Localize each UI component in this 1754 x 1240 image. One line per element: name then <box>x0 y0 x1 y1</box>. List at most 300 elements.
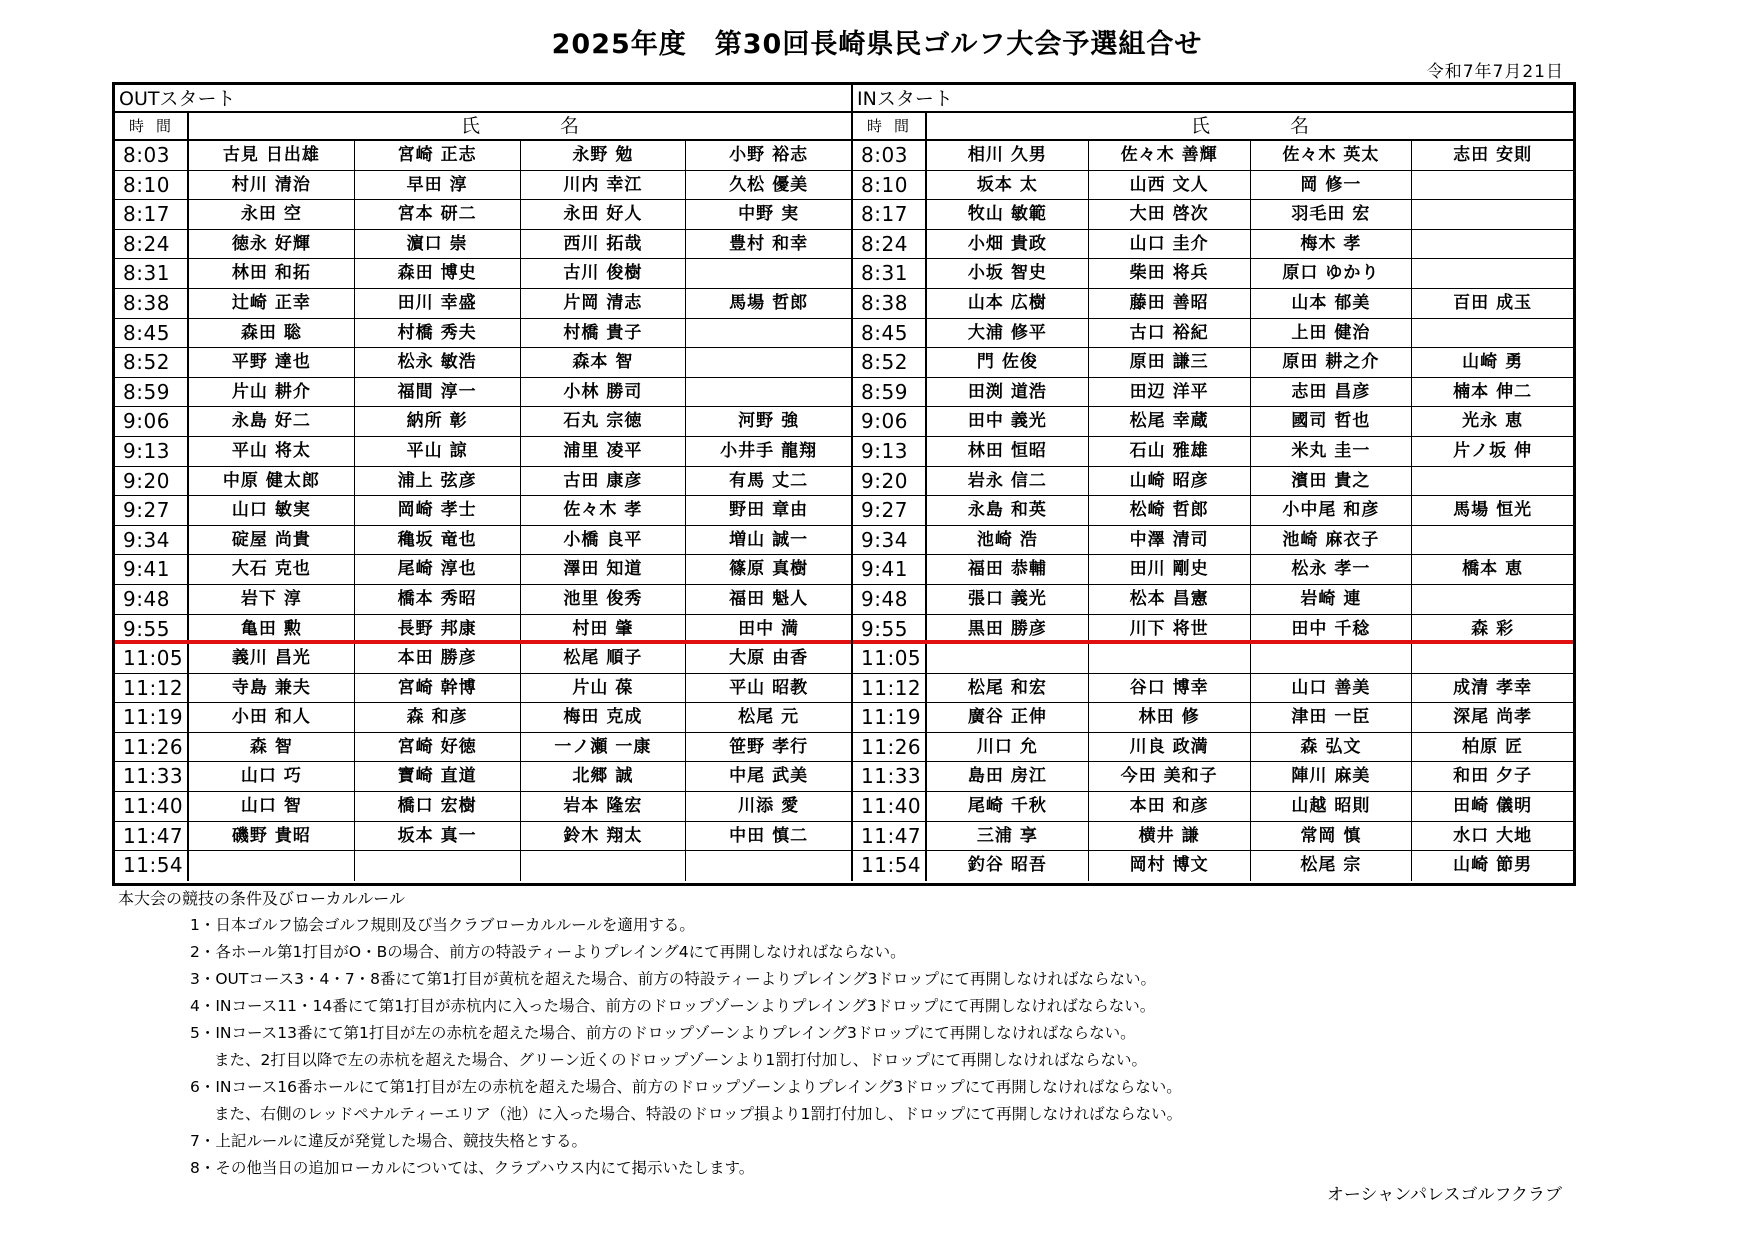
player-name: 有馬 丈二 <box>729 470 809 491</box>
player-name: 宮崎 好徳 <box>355 733 521 762</box>
player-name: 片山 葆 <box>521 674 687 703</box>
player-name: 一ノ瀬 一康 <box>521 733 687 762</box>
player-name: 松尾 和宏 <box>927 674 1089 703</box>
player-name: 山越 昭則 <box>1251 792 1413 821</box>
player-name <box>1412 585 1573 614</box>
tee-time: 8:45 <box>115 319 189 348</box>
tee-time: 8:10 <box>115 171 189 200</box>
player-name: 張口 義光 <box>927 585 1089 614</box>
tee-time: 9:20 <box>115 467 189 496</box>
tee-time: 8:45 <box>853 319 927 348</box>
player-name: 松尾 幸蔵 <box>1089 407 1251 436</box>
player-name <box>1412 171 1573 200</box>
player-name: 成清 孝幸 <box>1453 677 1533 698</box>
player-name: 田中 義光 <box>927 407 1089 436</box>
player-name: 村川 清治 <box>189 171 355 200</box>
player-name: 今田 美和子 <box>1089 762 1251 791</box>
table-row <box>853 733 1573 763</box>
table-row <box>853 792 1573 822</box>
player-name: 小井手 龍翔 <box>720 440 818 461</box>
table-row <box>115 319 851 349</box>
tee-time: 9:41 <box>115 555 189 584</box>
player-name: 岩本 隆宏 <box>521 792 687 821</box>
table-row <box>115 526 851 556</box>
tee-time: 11:47 <box>115 822 189 851</box>
table-row <box>115 733 851 763</box>
table-row <box>115 230 851 260</box>
player-name: 笹野 孝行 <box>729 736 809 757</box>
table-row <box>853 319 1573 349</box>
player-name: 本田 和彦 <box>1089 792 1251 821</box>
table-row <box>853 467 1573 497</box>
table-row <box>115 703 851 733</box>
player-name: 松尾 元 <box>738 707 800 728</box>
player-name: 山本 郁美 <box>1251 289 1413 318</box>
player-name: 川良 政満 <box>1089 733 1251 762</box>
player-name: 相川 久男 <box>927 141 1089 170</box>
rule-item: また、2打目以降で左の赤杭を超えた場合、グリーン近くのドロップゾーンより1罰打付加し、ドロップにて再開しなければならない。 <box>214 1051 1147 1069</box>
tee-time: 11:05 <box>115 644 189 673</box>
player-name: 山口 智 <box>189 792 355 821</box>
tee-time: 9:06 <box>115 407 189 436</box>
tee-time: 11:26 <box>115 733 189 762</box>
player-name: 林田 和拓 <box>189 259 355 288</box>
player-name: 宮崎 幹博 <box>355 674 521 703</box>
player-name: 田崎 儀明 <box>1453 796 1533 817</box>
player-name: 平山 諒 <box>355 437 521 466</box>
player-name: 梅田 克成 <box>521 703 687 732</box>
player-name: 古見 日出雄 <box>189 141 355 170</box>
player-name: 北郷 誠 <box>521 762 687 791</box>
player-name <box>355 851 521 881</box>
player-name: 門 佐俊 <box>927 348 1089 377</box>
tee-time: 11:12 <box>115 674 189 703</box>
player-name: 梅木 孝 <box>1251 230 1413 259</box>
player-name: 山崎 節男 <box>1453 855 1533 876</box>
table-row <box>115 437 851 467</box>
table-row <box>115 585 851 615</box>
table-row <box>115 200 851 230</box>
in-start-label: INスタート <box>853 85 1573 113</box>
player-name: 平山 将太 <box>189 437 355 466</box>
player-name: 山口 敏実 <box>189 496 355 525</box>
rules-list <box>190 912 1182 1182</box>
player-name: 廣谷 正伸 <box>927 703 1089 732</box>
player-name: 松尾 宗 <box>1251 851 1413 881</box>
player-name: 志田 安則 <box>1453 145 1533 165</box>
player-name: 田川 幸盛 <box>355 289 521 318</box>
tee-time: 8:59 <box>853 378 927 407</box>
player-name: 橋本 秀昭 <box>355 585 521 614</box>
player-name: 津田 一臣 <box>1251 703 1413 732</box>
player-name <box>1412 526 1573 555</box>
player-name: 原田 謙三 <box>1089 348 1251 377</box>
player-name: 松永 孝一 <box>1251 555 1413 584</box>
player-name: 山崎 勇 <box>1462 352 1524 373</box>
player-name: 岩下 淳 <box>189 585 355 614</box>
tee-time: 11:33 <box>853 762 927 791</box>
tee-time: 8:52 <box>115 348 189 377</box>
table-row <box>853 585 1573 615</box>
player-name: 岡崎 孝士 <box>355 496 521 525</box>
player-name: 森 弘文 <box>1251 733 1413 762</box>
tee-time: 9:34 <box>853 526 927 555</box>
player-name: 和田 夕子 <box>1453 766 1533 787</box>
player-name: 百田 成玉 <box>1453 292 1533 313</box>
tee-time: 11:19 <box>853 703 927 732</box>
player-name: 片岡 清志 <box>521 289 687 318</box>
player-name <box>189 851 355 881</box>
player-name: 川添 愛 <box>738 796 800 817</box>
player-name: 松永 敏浩 <box>355 348 521 377</box>
player-name: 林田 修 <box>1089 703 1251 732</box>
table-row <box>853 348 1573 378</box>
player-name <box>686 259 851 288</box>
table-row <box>115 407 851 437</box>
out-column-header <box>115 113 851 141</box>
player-name: 福間 淳一 <box>355 378 521 407</box>
player-name: 片ノ坂 伸 <box>1453 440 1533 461</box>
out-start-label: OUTスタート <box>115 85 851 113</box>
player-name: 穐坂 竜也 <box>355 526 521 555</box>
player-name: 羽毛田 宏 <box>1251 200 1413 229</box>
player-name: 村橋 秀夫 <box>355 319 521 348</box>
player-name <box>927 644 1089 673</box>
player-name: 岡村 博文 <box>1089 851 1251 881</box>
player-name: 中原 健太郎 <box>189 467 355 496</box>
table-row <box>853 703 1573 733</box>
player-name: 森田 博史 <box>355 259 521 288</box>
player-name: 田渕 道浩 <box>927 378 1089 407</box>
player-name: 島田 房江 <box>927 762 1089 791</box>
table-row <box>115 171 851 201</box>
player-name: 石山 雅雄 <box>1089 437 1251 466</box>
player-name: 浦上 弦彦 <box>355 467 521 496</box>
player-name: 池崎 麻衣子 <box>1251 526 1413 555</box>
player-name: 辻崎 正幸 <box>189 289 355 318</box>
player-name: 森 彩 <box>1471 618 1515 639</box>
table-row <box>853 496 1573 526</box>
player-name: 馬場 哲郎 <box>729 292 809 313</box>
player-name <box>1412 230 1573 259</box>
player-name: 米丸 圭一 <box>1251 437 1413 466</box>
player-name: 田中 満 <box>738 618 800 639</box>
player-name: 横井 謙 <box>1089 822 1251 851</box>
player-name: 森 智 <box>189 733 355 762</box>
player-name: 上田 健治 <box>1251 319 1413 348</box>
player-name: 大原 由香 <box>729 648 809 669</box>
tee-time: 8:24 <box>115 230 189 259</box>
player-name: 平野 達也 <box>189 348 355 377</box>
rule-item: また、右側のレッドペナルティーエリア（池）に入った場合、特設のドロップ損より1罰打付加し、ドロップにて再開しなければならない。 <box>214 1105 1183 1123</box>
player-name: 野田 章由 <box>729 500 809 521</box>
rule-item: 1・日本ゴルフ協会ゴルフ規則及び当クラブローカルルールを適用する。 <box>190 916 695 934</box>
tee-time: 8:31 <box>115 259 189 288</box>
table-row <box>853 230 1573 260</box>
player-name: 古田 康彦 <box>521 467 687 496</box>
player-name: 大浦 修平 <box>927 319 1089 348</box>
player-name: 河野 強 <box>738 411 800 432</box>
tee-time: 8:59 <box>115 378 189 407</box>
player-name <box>686 348 851 377</box>
player-name: 寺島 兼夫 <box>189 674 355 703</box>
table-row <box>115 378 851 408</box>
player-name: 楠本 伸二 <box>1453 381 1533 402</box>
player-name: 志田 昌彦 <box>1251 378 1413 407</box>
player-name: 宮本 研二 <box>355 200 521 229</box>
tee-time: 11:19 <box>115 703 189 732</box>
player-name: 久松 優美 <box>729 174 809 195</box>
player-name <box>1251 644 1413 673</box>
table-row <box>853 141 1573 171</box>
tee-time: 8:52 <box>853 348 927 377</box>
player-name <box>686 319 851 348</box>
player-name: 中尾 武美 <box>729 766 809 787</box>
table-row <box>115 792 851 822</box>
player-name: 亀田 勲 <box>189 615 355 641</box>
player-name: 松崎 哲郎 <box>1089 496 1251 525</box>
player-name: 藤田 善昭 <box>1089 289 1251 318</box>
player-name: 常岡 慎 <box>1251 822 1413 851</box>
in-start-section <box>853 85 1573 881</box>
table-row <box>115 348 851 378</box>
player-name: 山本 広樹 <box>927 289 1089 318</box>
player-name: 永島 好二 <box>189 407 355 436</box>
player-name <box>1412 259 1573 288</box>
tee-time: 8:10 <box>853 171 927 200</box>
player-name: 小坂 智史 <box>927 259 1089 288</box>
tee-time: 8:17 <box>115 200 189 229</box>
player-name: 田川 剛史 <box>1089 555 1251 584</box>
table-row <box>115 851 851 881</box>
table-row <box>853 437 1573 467</box>
player-name: 片山 耕介 <box>189 378 355 407</box>
player-name: 小田 和人 <box>189 703 355 732</box>
table-row <box>115 615 851 645</box>
player-name: 岩永 信二 <box>927 467 1089 496</box>
out-start-section <box>115 85 853 881</box>
player-name: 早田 淳 <box>355 171 521 200</box>
player-name <box>1412 467 1573 496</box>
player-name: 尾崎 淳也 <box>355 555 521 584</box>
player-name: 古口 裕紀 <box>1089 319 1251 348</box>
player-name: 中澤 清司 <box>1089 526 1251 555</box>
player-name: 橋本 恵 <box>1462 559 1524 580</box>
player-name: 大田 啓次 <box>1089 200 1251 229</box>
tee-time: 9:55 <box>853 615 927 641</box>
player-name: 森本 智 <box>521 348 687 377</box>
player-name: 永田 空 <box>189 200 355 229</box>
tee-time: 9:34 <box>115 526 189 555</box>
name-header: 氏名 <box>460 115 659 137</box>
player-name: 澤田 知道 <box>521 555 687 584</box>
player-name: 碇屋 尚貴 <box>189 526 355 555</box>
player-name: 本田 勝彦 <box>355 644 521 673</box>
player-name: 村田 肇 <box>521 615 687 641</box>
tee-time: 11:12 <box>853 674 927 703</box>
rule-item: 8・その他当日の追加ローカルについては、クラブハウス内にて掲示いたします。 <box>190 1159 755 1177</box>
table-row <box>115 259 851 289</box>
table-row <box>115 762 851 792</box>
player-name: 石丸 宗徳 <box>521 407 687 436</box>
player-name: 小橋 良平 <box>521 526 687 555</box>
player-name <box>1089 644 1251 673</box>
tee-time: 9:48 <box>853 585 927 614</box>
player-name: 豊村 和幸 <box>729 233 809 254</box>
tee-time: 9:20 <box>853 467 927 496</box>
player-name: 光永 恵 <box>1462 411 1524 432</box>
player-name: 國司 哲也 <box>1251 407 1413 436</box>
player-name: 古川 俊樹 <box>521 259 687 288</box>
time-header: 時間 <box>853 113 927 139</box>
player-name: 坂本 真一 <box>355 822 521 851</box>
table-row <box>115 822 851 852</box>
player-name: 岡 修一 <box>1251 171 1413 200</box>
player-name <box>686 378 851 407</box>
player-name: 寶崎 直道 <box>355 762 521 791</box>
player-name: 大石 克也 <box>189 555 355 584</box>
tee-time: 8:31 <box>853 259 927 288</box>
player-name: 柏原 匠 <box>1462 736 1524 757</box>
rule-item: 2・各ホール第1打目がO・Bの場合、前方の特設ティーよりプレイング4にて再開しなければならない。 <box>190 943 906 961</box>
player-name: 深尾 尚孝 <box>1453 707 1533 728</box>
player-name: 篠原 真樹 <box>729 559 809 580</box>
table-row <box>853 526 1573 556</box>
table-row <box>853 644 1573 674</box>
player-name: 義川 昌光 <box>189 644 355 673</box>
player-name: 松尾 順子 <box>521 644 687 673</box>
tee-time: 11:40 <box>853 792 927 821</box>
tee-time: 8:24 <box>853 230 927 259</box>
player-name: 小林 勝司 <box>521 378 687 407</box>
table-row <box>853 555 1573 585</box>
player-name: 中田 慎二 <box>729 825 809 846</box>
rule-item: 4・INコース11・14番にて第1打目が赤杭内に入った場合、前方のドロップゾーンよりプレイング3ドロップにて再開しなければならない。 <box>190 997 1156 1015</box>
table-row <box>115 555 851 585</box>
tee-time: 11:26 <box>853 733 927 762</box>
table-row <box>115 644 851 674</box>
tee-time: 11:47 <box>853 822 927 851</box>
player-name: 宮崎 正志 <box>355 141 521 170</box>
player-name: 松本 昌憲 <box>1089 585 1251 614</box>
player-name <box>1412 319 1573 348</box>
player-name: 徳永 好輝 <box>189 230 355 259</box>
player-name: 牧山 敏範 <box>927 200 1089 229</box>
player-name: 濵口 崇 <box>355 230 521 259</box>
player-name: 小中尾 和彦 <box>1251 496 1413 525</box>
out-rows <box>115 141 851 881</box>
player-name: 馬場 恒光 <box>1453 500 1533 521</box>
table-row <box>853 407 1573 437</box>
player-name: 谷口 博幸 <box>1089 674 1251 703</box>
player-name: 濱田 貴之 <box>1251 467 1413 496</box>
table-row <box>853 615 1573 645</box>
in-rows <box>853 141 1573 881</box>
player-name: 川口 允 <box>927 733 1089 762</box>
player-name: 三浦 享 <box>927 822 1089 851</box>
player-name: 森田 聡 <box>189 319 355 348</box>
player-name: 永島 和英 <box>927 496 1089 525</box>
table-row <box>115 496 851 526</box>
in-column-header <box>853 113 1573 141</box>
player-name: 長野 邦康 <box>355 615 521 641</box>
table-row <box>115 141 851 171</box>
player-name: 岩崎 連 <box>1251 585 1413 614</box>
tee-time: 9:27 <box>115 496 189 525</box>
player-name: 川下 将世 <box>1089 615 1251 641</box>
player-name: 川内 幸江 <box>521 171 687 200</box>
player-name: 林田 恒昭 <box>927 437 1089 466</box>
player-name: 原口 ゆかり <box>1251 259 1413 288</box>
player-name: 田辺 洋平 <box>1089 378 1251 407</box>
table-row <box>853 378 1573 408</box>
player-name: 田中 千稔 <box>1251 615 1413 641</box>
table-row <box>115 674 851 704</box>
pairing-table <box>112 82 1576 886</box>
rule-item: 6・INコース16番ホールにて第1打目が左の赤杭を超えた場合、前方のドロップゾーンよりプレイング3ドロップにて再開しなければならない。 <box>190 1078 1182 1096</box>
table-row <box>115 467 851 497</box>
table-row <box>853 200 1573 230</box>
player-name: 村橋 貴子 <box>521 319 687 348</box>
table-row <box>853 259 1573 289</box>
player-name: 増山 誠一 <box>729 529 809 550</box>
tee-time: 11:54 <box>853 851 927 881</box>
table-row <box>853 674 1573 704</box>
time-header: 時間 <box>115 113 189 139</box>
table-row <box>853 289 1573 319</box>
player-name: 永野 勉 <box>521 141 687 170</box>
table-row <box>853 171 1573 201</box>
player-name: 中野 実 <box>738 204 800 225</box>
tee-time: 8:03 <box>853 141 927 170</box>
tee-time: 11:05 <box>853 644 927 673</box>
player-name: 尾崎 千秋 <box>927 792 1089 821</box>
player-name: 水口 大地 <box>1453 825 1533 846</box>
player-name: 小野 裕志 <box>729 145 809 165</box>
player-name: 山口 善美 <box>1251 674 1413 703</box>
tee-time: 11:40 <box>115 792 189 821</box>
player-name: 納所 彰 <box>355 407 521 436</box>
player-name: 福田 恭輔 <box>927 555 1089 584</box>
player-name: 坂本 太 <box>927 171 1089 200</box>
issue-date: 令和7年7月21日 <box>1426 62 1564 82</box>
player-name: 山西 文人 <box>1089 171 1251 200</box>
player-name: 磯野 貴昭 <box>189 822 355 851</box>
player-name: 佐々木 善輝 <box>1089 141 1251 170</box>
tee-time: 9:06 <box>853 407 927 436</box>
player-name: 池崎 浩 <box>927 526 1089 555</box>
rules-heading: 本大会の競技の条件及びローカルルール <box>118 889 405 908</box>
player-name: 陣川 麻美 <box>1251 762 1413 791</box>
player-name <box>521 851 687 881</box>
player-name: 佐々木 英太 <box>1251 141 1413 170</box>
tee-time: 9:13 <box>853 437 927 466</box>
name-header: 氏名 <box>1190 115 1389 137</box>
player-name: 鈴木 翔太 <box>521 822 687 851</box>
table-row <box>853 762 1573 792</box>
player-name <box>1412 200 1573 229</box>
player-name: 西川 拓哉 <box>521 230 687 259</box>
page-title: 2025年度 第30回長崎県民ゴルフ大会予選組合せ <box>551 29 1203 60</box>
player-name <box>686 851 851 881</box>
player-name: 福田 魁人 <box>729 588 809 609</box>
player-name: 永田 好人 <box>521 200 687 229</box>
tee-time: 8:03 <box>115 141 189 170</box>
player-name: 浦里 凌平 <box>521 437 687 466</box>
player-name <box>1412 644 1573 673</box>
tee-time: 9:48 <box>115 585 189 614</box>
tee-time: 11:54 <box>115 851 189 881</box>
